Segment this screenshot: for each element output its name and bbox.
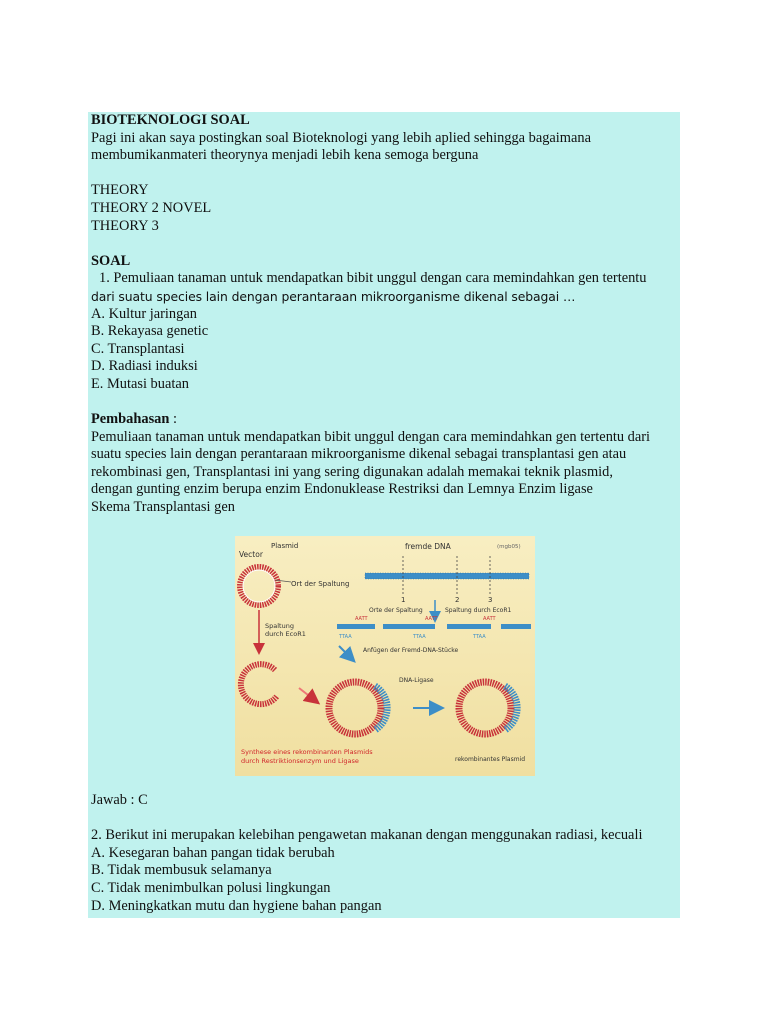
sticky-end-aatt-2: AATT [425, 616, 438, 622]
dna-fragment-3 [447, 624, 491, 629]
label-orte-der-spaltung: Orte der Spaltung [369, 607, 423, 614]
content-panel [88, 112, 680, 918]
answer-and-next-question [91, 792, 677, 915]
foreign-dna-strand [365, 573, 529, 579]
label-rekombinantes: rekombinantes Plasmid [455, 756, 526, 763]
question-2-option-a: A. Kesegaran bahan pangan tidak berubah [91, 844, 335, 861]
label-dna-ligase: DNA-Ligase [399, 677, 434, 684]
question-1-option-b: B. Rekayasa genetic [91, 323, 209, 340]
cut-number-1: 1 [401, 596, 406, 604]
question-1-stem-line-1: 1. Pemuliaan tanaman untuk mendapatkan bibit unggul dengan cara memindahkan gen tertentu [99, 270, 647, 287]
soal-heading: SOAL [91, 252, 131, 269]
sticky-end-aatt-1: AATT [355, 616, 368, 622]
post-title: BIOTEKNOLOGI SOAL [91, 112, 250, 128]
answer-q1: Jawab : C [91, 792, 148, 808]
question-1-option-a: A. Kultur jaringan [91, 305, 197, 322]
intro-line-2: membumikanmateri theorynya menjadi lebih kena semoga berguna [91, 147, 479, 164]
label-fremde-dna: fremde DNA [405, 542, 451, 551]
dna-fragment-4 [501, 624, 531, 629]
caption-synthese-2: durch Restriktionsenzym und Ligase [241, 757, 359, 765]
sticky-end-aatt-3: AATT [483, 616, 496, 622]
sticky-end-ttaa-2: TTAA [413, 634, 426, 640]
label-anfuegen: Anfügen der Fremd-DNA-Stücke [363, 647, 459, 654]
label-spaltung-left-1: Spaltung [265, 622, 294, 630]
pembahasan-line-4: dengan gunting enzim berupa enzim Endonuklease Restriksi dan Lemnya Enzim ligase [91, 481, 593, 498]
label-vector: Vector [239, 550, 263, 559]
diagram-svg [235, 536, 535, 776]
pembahasan-line-5: Skema Transplantasi gen [91, 499, 235, 516]
label-plasmid: Plasmid [271, 542, 299, 550]
theory-link-2[interactable]: THEORY 2 NOVEL [91, 199, 212, 216]
question-2-option-d: D. Meningkatkan mutu dan hygiene bahan pangan [91, 897, 382, 914]
question-2-option-c: C. Tidak menimbulkan polusi lingkungan [91, 879, 331, 896]
sticky-end-ttaa-1: TTAA [339, 634, 352, 640]
question-2-stem: 2. Berikut ini merupakan kelebihan pengawetan makanan dengan menggunakan radiasi, kecuali [91, 827, 643, 844]
label-credit: (mgb05) [497, 544, 521, 550]
caption-synthese-1: Synthese eines rekombinanten Plasmids [241, 748, 373, 756]
pembahasan-heading [91, 411, 677, 429]
question-2-option-b: B. Tidak membusuk selamanya [91, 862, 272, 879]
cut-number-2: 2 [455, 596, 460, 604]
question-1-stem-line-2: dari suatu species lain dengan perantaraan mikroorganisme dikenal sebagai … [91, 288, 576, 304]
dna-fragment-1 [337, 624, 375, 629]
sticky-end-ttaa-3: TTAA [473, 634, 486, 640]
pembahasan-line-3: rekombinasi gen, Transplantasi ini yang sering digunakan adalah memakai teknik plasmid, [91, 463, 613, 480]
theory-link-3[interactable]: THEORY 3 [91, 217, 159, 234]
pembahasan-line-2: suatu species lain dengan perantaraan mikroorganisme dikenal sebagai transplantasi gen atau [91, 446, 627, 463]
dna-fragment-2 [383, 624, 435, 629]
label-spaltung-ecor1-right: Spaltung durch EcoR1 [445, 607, 512, 614]
question-1-option-e: E. Mutasi buatan [91, 375, 189, 392]
label-spaltung-left-2: durch EcoR1 [265, 630, 306, 638]
label-ort-der-spaltung: Ort der Spaltung [291, 580, 350, 588]
question-1-option-c: C. Transplantasi [91, 340, 185, 357]
question-1-option-d: D. Radiasi induksi [91, 358, 198, 375]
theory-link-1[interactable]: THEORY [91, 182, 149, 199]
pembahasan-colon: : [169, 411, 177, 428]
intro-line-1: Pagi ini akan saya postingkan soal Bioteknologi yang lebih aplied sehingga bagaimana [91, 129, 591, 146]
gene-transplant-diagram [235, 536, 535, 776]
pembahasan-line-1: Pemuliaan tanaman untuk mendapatkan bibit unggul dengan cara memindahkan gen tertentu dari [91, 428, 651, 445]
pembahasan-label: Pembahasan [91, 411, 170, 428]
cut-number-3: 3 [488, 596, 493, 604]
